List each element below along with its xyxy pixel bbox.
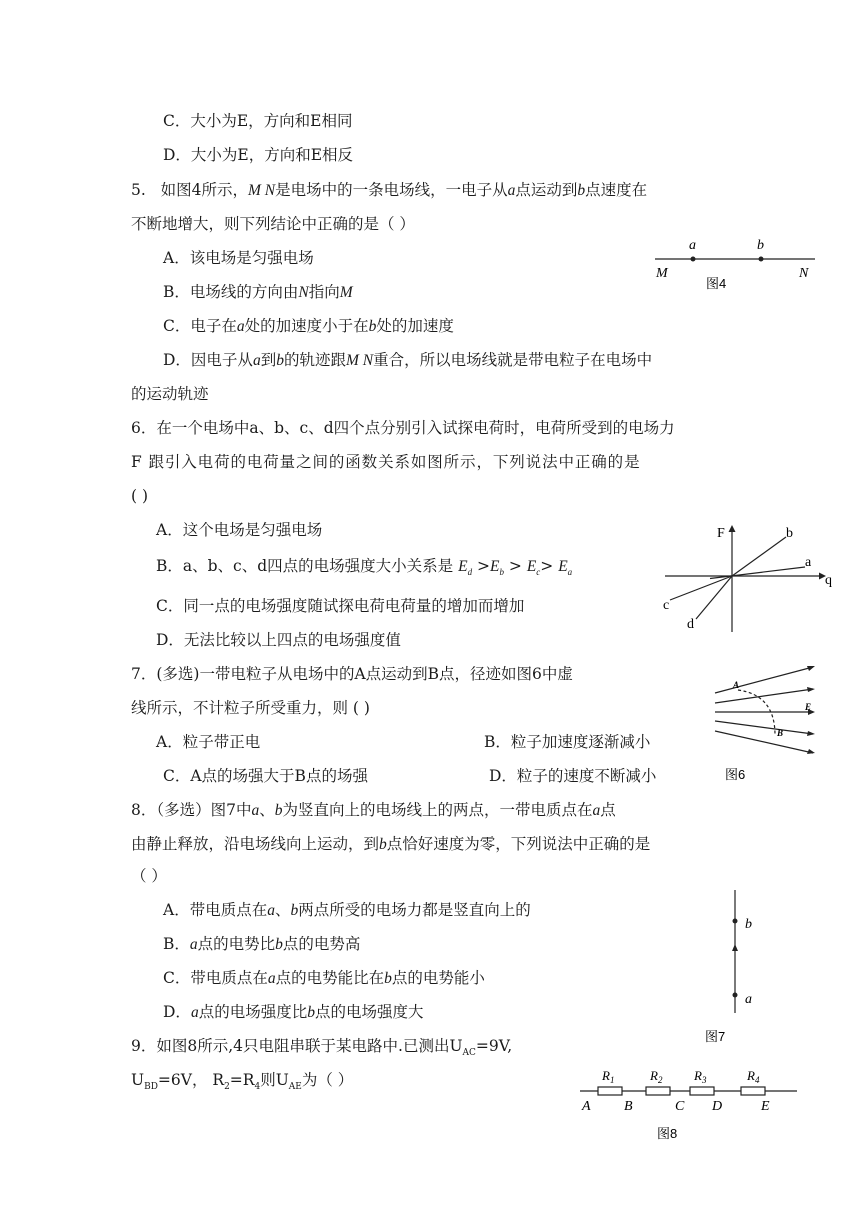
resistor-r2	[646, 1087, 670, 1095]
q6-option-a: A．这个电场是匀强电场	[156, 521, 323, 539]
q6-ec: E	[526, 558, 537, 575]
q8-a-text: A．带电质点在	[163, 901, 268, 919]
figure-4	[650, 235, 820, 295]
q8-a-a: a	[267, 902, 275, 919]
q8-d-text: 点的电场强度比	[198, 1003, 308, 1021]
field-line-4	[715, 721, 813, 734]
q8-option-d	[163, 1002, 423, 1023]
label-a: a	[805, 555, 812, 570]
q8-c-a: a	[267, 970, 276, 987]
label-f: F	[717, 526, 725, 541]
q7-option-a: A．粒子带正电	[156, 733, 261, 751]
line-a	[710, 567, 805, 579]
q5-c-text: C．电子在	[163, 317, 237, 335]
question-6-line3: ( )	[131, 487, 149, 505]
q8-text: 、	[259, 801, 275, 819]
label-a: a	[689, 238, 696, 253]
point-a	[691, 257, 696, 262]
q5-option-a: A．该电场是匀强电场	[163, 249, 314, 267]
q8-a: a	[251, 802, 260, 819]
q5-option-c	[163, 316, 454, 337]
figure-4-caption: 图4	[706, 276, 727, 291]
label-b: b	[757, 238, 764, 253]
q8-a-text: 、	[274, 901, 291, 919]
q8-c-text: 点的电势能小	[391, 969, 485, 987]
field-line-1	[715, 667, 813, 693]
q8-b-a: a	[189, 936, 198, 953]
q9-text: =6V， R	[157, 1071, 225, 1089]
q9-text: U	[131, 1071, 145, 1089]
q5-option-d-cont: 的运动轨迹	[131, 385, 209, 403]
q8-text: 点	[600, 801, 616, 819]
q5-b-text: B．电场线的方向由	[163, 283, 299, 301]
q9-sub-2: 2	[224, 1082, 230, 1093]
q9-text: =R	[229, 1071, 255, 1089]
q6-option-b	[156, 556, 572, 582]
q5-d-text: D．因电子从	[163, 351, 253, 369]
q9-text: 9．如图8所示,4只电阻串联于某电路中.已测出U	[131, 1037, 463, 1055]
q8-b-text: 点的电势高	[282, 935, 361, 953]
q8-d-a: a	[190, 1004, 199, 1021]
label-q: q	[825, 573, 832, 588]
q9-sub-ae: AE	[288, 1082, 302, 1093]
q6-gt: >	[503, 557, 527, 575]
q5-d-b: b	[276, 352, 284, 369]
q6-gt: >	[540, 557, 559, 575]
label-b: b	[745, 917, 752, 932]
q9-sub-4: 4	[254, 1082, 261, 1093]
question-6-line1: 6．在一个电场中a、b、c、d四个点分别引入试探电荷时，电荷所受到的电场力	[131, 419, 675, 437]
q8-b: b	[274, 802, 283, 819]
q6-sub-a: a	[567, 567, 573, 578]
figure-7-caption: 图7	[705, 1029, 726, 1044]
q8-text: 8．（多选）图7中	[131, 801, 252, 819]
f-axis-arrow	[729, 525, 736, 532]
q5-number: 5.	[131, 181, 146, 199]
figure-8	[575, 1060, 805, 1145]
option-5-prev-d: D．大小为E，方向和E相反	[163, 146, 354, 164]
q9-text: 为（ ）	[301, 1071, 354, 1089]
q8-b-text: 点的电势比	[197, 935, 276, 953]
label-node-e: E	[761, 1099, 770, 1114]
q8-b-b: b	[275, 936, 283, 953]
field-line-5	[715, 731, 813, 753]
arrow-2	[807, 687, 815, 692]
question-8-line2	[131, 834, 650, 855]
label-m: M	[656, 266, 668, 281]
q5-d-a: a	[252, 352, 261, 369]
q8-b-text: B．	[163, 935, 190, 953]
q9-text: 则U	[260, 1071, 289, 1089]
q5-mn: M N	[247, 182, 276, 199]
field-line-2	[715, 689, 813, 703]
question-5-line2: 不断地增大，则下列结论中正确的是（ ）	[131, 215, 415, 233]
label-node-c: C	[675, 1099, 685, 1114]
q5-c-text: 处的加速度	[376, 317, 454, 335]
q5-d-text: 到	[260, 351, 277, 369]
q8-option-a	[163, 900, 531, 921]
q5-b: b	[577, 182, 586, 199]
q6-eb: E	[490, 558, 500, 575]
q8-a-b: b	[290, 902, 299, 919]
q5-b-m: M	[339, 284, 353, 301]
q8-c-text: 点的电势能比在	[275, 969, 385, 987]
label-b: b	[786, 526, 793, 541]
figure-6-caption: 图6	[725, 767, 746, 782]
q6-gt: >	[472, 557, 490, 575]
q5-text: 点运动到	[515, 181, 578, 199]
question-8-line1	[131, 800, 616, 821]
q5-a: a	[507, 182, 516, 199]
q6-sub-d: d	[467, 567, 473, 578]
q6-sub-b: b	[499, 567, 504, 578]
resistor-r1	[598, 1087, 622, 1095]
label-c: c	[663, 598, 670, 613]
figure-6	[705, 655, 855, 780]
q8-option-c	[163, 968, 485, 989]
point-b	[733, 919, 738, 924]
q5-c-text: 处的加速度小于在	[244, 317, 369, 335]
label-node-b: B	[624, 1099, 633, 1114]
q5-c-a: a	[236, 318, 245, 335]
q7-option-d: D．粒子的速度不断减小	[489, 767, 657, 785]
label-r3: $R_3$	[694, 1068, 707, 1085]
label-a: a	[745, 992, 752, 1007]
question-7-line1: 7．(多选)一带电粒子从电场中的A点运动到B点，径迹如图6中虚	[131, 665, 573, 683]
option-5-prev-c: C．大小为E，方向和E相同	[163, 112, 353, 130]
label-d: d	[687, 617, 694, 632]
q5-c-b: b	[368, 318, 377, 335]
figure-q6-graph	[660, 520, 845, 635]
label-r4: $R_4$	[747, 1068, 760, 1085]
q9-text: =9V,	[475, 1037, 513, 1055]
q7-option-c: C．A点的场强大于B点的场强	[163, 767, 368, 785]
q5-option-d	[163, 350, 652, 371]
resistor-r4	[741, 1087, 765, 1095]
q8-text: 由静止释放，沿电场线向上运动，到	[131, 835, 380, 853]
q8-b: b	[379, 836, 387, 853]
q8-d-text: D．	[163, 1003, 191, 1021]
label-node-d: D	[712, 1099, 723, 1114]
q5-d-mn: M N	[345, 352, 374, 369]
q8-c-text: C．带电质点在	[163, 969, 268, 987]
question-6-line2: F 跟引入电荷的电荷量之间的函数关系如图所示，下列说法中正确的是	[131, 453, 641, 471]
label-n: N	[799, 266, 809, 281]
q8-a: a	[592, 802, 601, 819]
q8-c-b: b	[384, 970, 392, 987]
arrow-5	[807, 749, 815, 754]
q8-d-text: 点的电场强度大	[314, 1003, 424, 1021]
q5-text: 如图4所示，	[160, 181, 248, 199]
label-a: A	[733, 680, 740, 690]
question-5-line1	[131, 180, 647, 201]
q6-b-text: B．a、b、c、d四点的电场强度大小关系是	[156, 557, 454, 575]
question-9-line2	[131, 1070, 353, 1097]
q6-option-d: D．无法比较以上四点的电场强度值	[156, 631, 401, 649]
q6-ed: E	[458, 558, 468, 575]
q6-ea: E	[558, 558, 568, 575]
q8-text: 为竖直向上的电场线上的两点，一带电质点在	[282, 801, 593, 819]
resistor-r3	[690, 1087, 714, 1095]
figure-8-caption: 图8	[657, 1126, 678, 1141]
q5-option-b	[163, 282, 353, 303]
label-b: B	[777, 728, 784, 738]
q6-option-c: C．同一点的电场强度随试探电荷电荷量的增加而增加	[156, 597, 525, 615]
q5-b-n: N	[298, 284, 309, 301]
label-node-a: A	[582, 1099, 591, 1114]
arrow-4	[807, 731, 815, 736]
q5-text: 是电场中的一条电场线，一电子从	[275, 181, 508, 199]
label-r1: $R_1$	[602, 1068, 615, 1085]
question-7-line2: 线所示，不计粒子所受重力，则 ( )	[131, 699, 370, 717]
q5-text: 点速度在	[585, 181, 648, 199]
q6-sub-c: c	[536, 567, 541, 578]
label-r2: $R_2$	[650, 1068, 663, 1085]
question-9-line1	[131, 1036, 512, 1063]
label-e: E	[805, 702, 812, 712]
q5-d-text: 的轨迹跟	[283, 351, 346, 369]
arrow-1	[807, 666, 815, 671]
figure-7	[690, 885, 770, 1045]
q8-a-text: 两点所受的电场力都是竖直向上的	[298, 901, 531, 919]
q9-sub-bd: BD	[144, 1082, 158, 1093]
q5-d-text: 重合，所以电场线就是带电粒子在电场中	[373, 351, 653, 369]
q8-option-b	[163, 934, 360, 955]
upward-arrow	[732, 944, 738, 951]
q8-text: 点恰好速度为零，下列说法中正确的是	[386, 835, 651, 853]
point-b	[759, 257, 764, 262]
question-8-line3: （ ）	[131, 867, 167, 885]
q8-d-b: b	[307, 1004, 315, 1021]
q9-sub-ac: AC	[462, 1048, 476, 1059]
q5-b-text: 指向	[308, 283, 340, 301]
point-a	[733, 993, 738, 998]
q7-option-b: B．粒子加速度逐渐减小	[484, 733, 651, 751]
